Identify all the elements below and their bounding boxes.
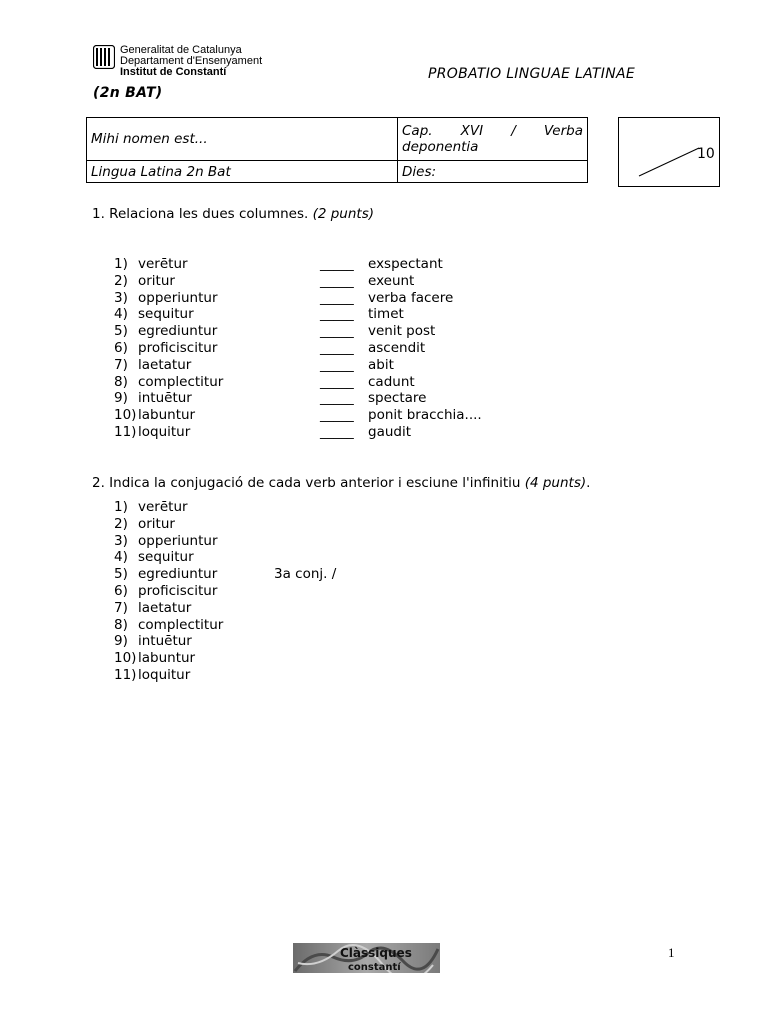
meaning: spectare	[368, 390, 427, 407]
item-number: 9)	[114, 633, 128, 650]
item-number: 5)	[114, 323, 128, 340]
meaning: abit	[368, 356, 394, 373]
list-item	[114, 617, 336, 634]
meaning: verba facere	[368, 289, 454, 306]
verb: intuētur	[138, 390, 192, 407]
list-item	[114, 374, 482, 391]
verb: oritur	[138, 272, 175, 289]
question-2-list	[114, 499, 336, 684]
question-1-points: (2 punts)	[312, 206, 375, 222]
verb: complectitur	[138, 616, 224, 633]
list-item	[114, 390, 482, 407]
name-label: Mihi nomen est...	[91, 131, 208, 147]
institution-line-1: Generalitat de Catalunya	[120, 44, 242, 56]
chapter-part-4: Verba	[543, 123, 583, 139]
answer-blank[interactable]: _____	[320, 407, 354, 424]
list-item	[114, 340, 482, 357]
verb: laetatur	[138, 599, 192, 616]
item-number: 4)	[114, 549, 128, 566]
chapter-cell	[398, 118, 588, 161]
list-item	[114, 600, 336, 617]
item-number: 8)	[114, 373, 128, 390]
meaning: venit post	[368, 323, 436, 340]
course-label: Lingua Latina 2n Bat	[91, 163, 231, 180]
verb: intuētur	[138, 633, 192, 650]
item-number: 1)	[114, 499, 128, 515]
verb: verētur	[138, 499, 188, 515]
list-item	[114, 323, 482, 340]
score-max: 10	[697, 146, 715, 162]
student-info-table	[86, 117, 588, 183]
list-item	[114, 583, 336, 600]
verb: laetatur	[138, 356, 192, 373]
item-number: 6)	[114, 582, 128, 599]
item-number: 10)	[114, 650, 137, 667]
list-item	[114, 667, 336, 684]
answer-blank[interactable]: _____	[320, 323, 354, 340]
list-item	[114, 566, 336, 583]
item-number: 10)	[114, 407, 137, 424]
list-item	[114, 633, 336, 650]
question-2-heading	[92, 475, 590, 491]
list-item	[114, 549, 336, 566]
page-number: 1	[668, 945, 675, 960]
verb: egrediuntur	[138, 566, 218, 583]
course-cell	[87, 161, 398, 183]
meaning: cadunt	[368, 373, 415, 390]
meaning: ascendit	[368, 339, 426, 356]
item-number: 11)	[114, 666, 137, 683]
verb: opperiuntur	[138, 532, 218, 549]
list-item	[114, 650, 336, 667]
item-number: 1)	[114, 256, 128, 272]
date-label: Dies:	[402, 163, 437, 180]
meaning: ponit bracchia....	[368, 407, 482, 424]
verb: sequitur	[138, 306, 194, 323]
list-item	[114, 256, 482, 273]
verb: opperiuntur	[138, 289, 218, 306]
verb: labuntur	[138, 407, 196, 424]
answer-blank[interactable]: _____	[320, 423, 354, 440]
answer-blank[interactable]: _____	[320, 272, 354, 289]
verb: sequitur	[138, 549, 194, 566]
question-1-heading	[92, 206, 374, 222]
item-number: 7)	[114, 356, 128, 373]
list-item	[114, 424, 482, 441]
chapter-line-2: deponentia	[402, 139, 479, 155]
chapter-part-1: Cap.	[402, 123, 433, 139]
item-number: 9)	[114, 390, 128, 407]
page-subtitle: (2n BAT)	[93, 85, 163, 101]
question-2-text: 2. Indica la conjugació de cada verb anterior i esciune l'infinitiu	[92, 475, 525, 491]
list-item	[114, 407, 482, 424]
verb: verētur	[138, 256, 188, 272]
list-item	[114, 533, 336, 550]
question-1-list	[114, 256, 482, 441]
answer-blank[interactable]: _____	[320, 390, 354, 407]
item-number: 11)	[114, 423, 137, 440]
list-item	[114, 306, 482, 323]
answer-blank[interactable]: _____	[320, 339, 354, 356]
question-1-text: 1. Relaciona les dues columnes.	[92, 206, 313, 222]
answer-blank[interactable]: _____	[320, 289, 354, 306]
verb: labuntur	[138, 650, 196, 667]
list-item	[114, 357, 482, 374]
item-number: 3)	[114, 289, 128, 306]
item-number: 6)	[114, 339, 128, 356]
chapter-part-2: XVI	[460, 123, 484, 139]
verb: loquitur	[138, 423, 191, 440]
item-number: 3)	[114, 532, 128, 549]
logo-text-1: Clàssiques	[340, 946, 412, 960]
list-item	[114, 516, 336, 533]
verb: complectitur	[138, 373, 224, 390]
answer-blank[interactable]: _____	[320, 256, 354, 272]
item-number: 7)	[114, 599, 128, 616]
generalitat-logo-icon	[93, 45, 115, 69]
verb: egrediuntur	[138, 323, 218, 340]
list-item	[114, 499, 336, 516]
verb: oritur	[138, 515, 175, 532]
question-2-points: (4 punts)	[524, 475, 587, 491]
date-cell[interactable]	[398, 161, 588, 183]
page-title: PROBATIO LINGUAE LATINAE	[428, 66, 636, 82]
item-number: 2)	[114, 515, 128, 532]
answer-blank[interactable]: _____	[320, 356, 354, 373]
verb: proficiscitur	[138, 582, 218, 599]
logo-text-2: constantí	[348, 962, 401, 973]
answer-blank[interactable]: _____	[320, 306, 354, 323]
meaning: exeunt	[368, 272, 415, 289]
answer-blank[interactable]: _____	[320, 373, 354, 390]
verb: loquitur	[138, 666, 191, 683]
name-cell[interactable]	[87, 118, 398, 161]
item-number: 5)	[114, 566, 128, 583]
meaning: timet	[368, 306, 404, 323]
answer-field[interactable]: 3a conj. /	[274, 566, 337, 583]
meaning: exspectant	[368, 256, 443, 272]
classiques-constanti-logo	[293, 943, 440, 973]
list-item	[114, 273, 482, 290]
item-number: 4)	[114, 306, 128, 323]
meaning: gaudit	[368, 423, 412, 440]
list-item	[114, 290, 482, 307]
institution-line-3: Institut de Constantí	[120, 66, 227, 78]
institution-line-2: Departament d'Ensenyament	[120, 55, 263, 67]
item-number: 2)	[114, 272, 128, 289]
verb: proficiscitur	[138, 339, 218, 356]
question-2-tail: .	[586, 475, 591, 491]
item-number: 8)	[114, 616, 128, 633]
chapter-part-3: /	[511, 123, 516, 139]
